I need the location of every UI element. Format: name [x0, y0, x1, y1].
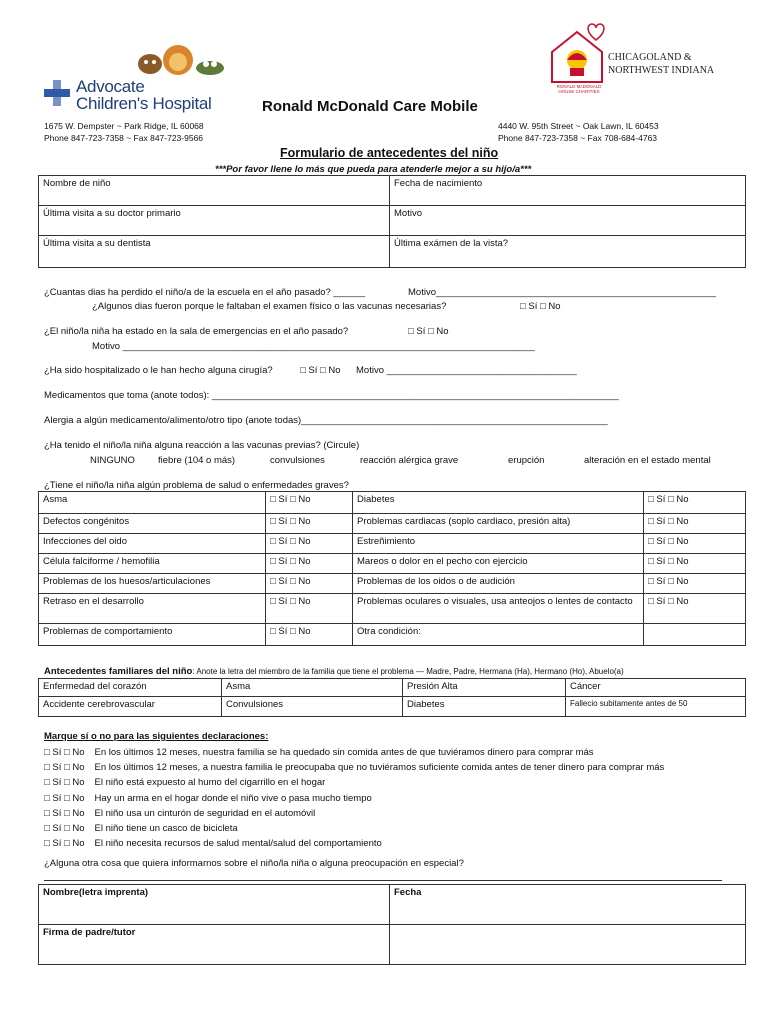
q-health-problems: ¿Tiene el niño/la niña algún problema de salud o enfermedades graves?	[44, 480, 349, 491]
printed-name-field[interactable]: Nombre(letra imprenta)	[39, 885, 390, 925]
reaction-option[interactable]: reacción alérgica grave	[360, 455, 459, 466]
condition-label: Célula falciforme / hemofilia	[39, 554, 266, 574]
condition-options[interactable]: □ Sí □ No	[266, 624, 353, 646]
address-left-2: Phone 847-723-7358 ~ Fax 847-723-9566	[44, 133, 204, 143]
table-row	[39, 679, 746, 697]
q-medications[interactable]: Medicamentos que toma (anote todos): _____________________________________________________________________________	[44, 390, 619, 401]
table-row	[39, 554, 746, 574]
list-item	[44, 836, 664, 851]
declaration-text: El niño está expuesto al humo del cigarrillo en el hogar	[94, 777, 326, 789]
condition-label: Problemas cardiacas (soplo cardiaco, presión alta)	[353, 514, 644, 534]
form-subtitle: Formulario de antecedentes del niño	[280, 146, 499, 160]
declaration-options[interactable]: □ Sí □ No	[44, 762, 85, 774]
signature-table	[38, 884, 746, 965]
condition-label: Mareos o dolor en el pecho con ejercicio	[353, 554, 644, 574]
condition-options[interactable]: □ Sí □ No	[266, 594, 353, 624]
family-history-table	[38, 678, 746, 717]
list-item	[44, 791, 664, 806]
doctor-reason-field[interactable]: Motivo	[390, 206, 746, 236]
q-allergies[interactable]: Alergia a algún medicamento/alimento/otro tipo (anote todas)__________________________________________________________	[44, 415, 608, 426]
table-row	[39, 534, 746, 554]
condition-options[interactable]: □ Sí □ No	[644, 594, 746, 624]
condition-options[interactable]: □ Sí □ No	[266, 514, 353, 534]
rmhc-line1: CHICAGOLAND &	[608, 52, 692, 63]
family-history-heading	[44, 666, 624, 677]
condition-label: Defectos congénitos	[39, 514, 266, 534]
declaration-options[interactable]: □ Sí □ No	[44, 807, 85, 819]
condition-options[interactable]: □ Sí □ No	[644, 492, 746, 514]
date-field[interactable]: Fecha	[390, 885, 746, 925]
declaration-options[interactable]: □ Sí □ No	[44, 823, 85, 835]
q-emergency-room: ¿El niño/la niña ha estado en la sala de emergencias en el año pasado?	[44, 326, 349, 337]
family-condition-field[interactable]: Fallecio subitamente antes de 50	[566, 697, 746, 717]
condition-label: Retraso en el desarrollo	[39, 594, 266, 624]
animal-illustration	[136, 44, 226, 76]
reaction-option[interactable]: erupción	[508, 455, 545, 466]
family-condition-field[interactable]: Enfermedad del corazón	[39, 679, 222, 697]
condition-label: Infecciones del oido	[39, 534, 266, 554]
list-item	[44, 760, 664, 775]
family-condition-field[interactable]: Convulsiones	[222, 697, 403, 717]
condition-label: Estreñimiento	[353, 534, 644, 554]
declaration-text: El niño tiene un casco de bicicleta	[94, 823, 238, 835]
declaration-options[interactable]: □ Sí □ No	[44, 747, 85, 758]
list-item	[44, 745, 664, 760]
condition-options	[644, 624, 746, 646]
condition-options[interactable]: □ Sí □ No	[644, 554, 746, 574]
q-other-concerns: ¿Alguna otra cosa que quiera informarnos sobre el niño/la niña o alguna preocupación en especial?	[44, 858, 464, 869]
list-item	[44, 821, 664, 836]
family-heading-bold: Antecedentes familiares del niño	[44, 666, 193, 677]
family-condition-field[interactable]: Cáncer	[566, 679, 746, 697]
family-condition-field[interactable]: Asma	[222, 679, 403, 697]
condition-label: Asma	[39, 492, 266, 514]
address-right-1: 4440 W. 95th Street ~ Oak Lawn, IL 60453	[498, 121, 659, 131]
page-title: Ronald McDonald Care Mobile	[262, 98, 478, 115]
address-right-2: Phone 847-723-7358 ~ Fax 708-684-4763	[498, 133, 658, 143]
rmhc-small-text: RONALD McDONALD HOUSE CHARITIES	[556, 84, 602, 94]
family-condition-field[interactable]: Diabetes	[403, 697, 566, 717]
q-vaccine-reaction: ¿Ha tenido el niño/la niña alguna reacción a las vacunas previas? (Circule)	[44, 440, 360, 451]
declaration-options[interactable]: □ Sí □ No	[44, 838, 85, 850]
condition-options[interactable]: □ Sí □ No	[266, 574, 353, 594]
child-name-field[interactable]: Nombre de niño	[39, 176, 390, 206]
logo-line1: Advocate	[76, 77, 145, 96]
rmhc-line2: NORTHWEST INDIANA	[608, 65, 715, 76]
declaration-text: En los últimos 12 meses, nuestra familia se ha quedado sin comida antes de que tuviéramos dinero para comprar más	[94, 747, 594, 758]
table-row	[39, 492, 746, 514]
child-info-table	[38, 175, 746, 268]
last-doctor-visit-field[interactable]: Última visita a su doctor primario	[39, 206, 390, 236]
q-school-motivo[interactable]: Motivo_____________________________________________________	[408, 287, 717, 298]
list-item	[44, 806, 664, 821]
declarations-heading: Marque sí o no para las siguientes declaraciones:	[44, 731, 269, 742]
rmhc-logo	[548, 22, 606, 94]
advocate-logo	[44, 76, 224, 116]
q-school-days[interactable]: ¿Cuantas dias ha perdido el niño/a de la escuela en el año pasado? ______	[44, 287, 366, 298]
condition-options[interactable]: □ Sí □ No	[266, 554, 353, 574]
condition-options[interactable]: □ Sí □ No	[644, 514, 746, 534]
q-exam-vaccines-options[interactable]: □ Sí □ No	[520, 301, 561, 312]
condition-options[interactable]: □ Sí □ No	[266, 492, 353, 514]
table-row	[39, 594, 746, 624]
cross-icon	[44, 80, 70, 106]
q-exam-vaccines: ¿Algunos dias fueron porque le faltaban el examen físico o las vacunas necesarias?	[92, 301, 447, 312]
declaration-text: Hay un arma en el hogar donde el niño vive o pasa mucho tiempo	[94, 792, 372, 804]
q-hospitalized: ¿Ha sido hospitalizado o le han hecho alguna cirugía?	[44, 365, 273, 376]
address-left-1: 1675 W. Dempster ~ Park Ridge, IL 60068	[44, 121, 204, 131]
condition-label: Problemas de los huesos/articulaciones	[39, 574, 266, 594]
table-row	[39, 624, 746, 646]
list-item	[44, 775, 664, 790]
logo-line2: Children's Hospital	[76, 94, 212, 113]
birthdate-field[interactable]: Fecha de nacimiento	[390, 176, 746, 206]
signature-blank-cell[interactable]	[390, 925, 746, 965]
last-dentist-visit-field[interactable]: Última visita a su dentista	[39, 236, 390, 268]
declaration-text: El niño necesita recursos de salud mental/salud del comportamiento	[94, 838, 382, 850]
reaction-option[interactable]: alteración en el estado mental	[584, 455, 711, 466]
parent-signature-field[interactable]: Firma de padre/tutor	[39, 925, 390, 965]
other-condition-field[interactable]: Otra condición:	[353, 624, 644, 646]
conditions-table	[38, 491, 746, 646]
condition-label: Problemas de los oidos o de audición	[353, 574, 644, 594]
family-heading-rest: : Anote la letra del miembro de la familia que tiene el problema — Madre, Padre, Hermana (Ha), Hermano (Ho), Abuelo(a)	[192, 667, 624, 676]
q-emergency-room-options[interactable]: □ Sí □ No	[408, 326, 449, 337]
family-condition-field[interactable]: Accidente cerebrovascular	[39, 697, 222, 717]
condition-label: Diabetes	[353, 492, 644, 514]
concerns-answer-line[interactable]	[44, 880, 722, 881]
q-hospitalized-options[interactable]: □ Sí □ No	[300, 365, 341, 376]
reaction-option[interactable]: fiebre (104 o más)	[158, 455, 236, 466]
declaration-text: El niño usa un cinturón de seguridad en el automóvil	[94, 807, 316, 819]
reaction-option[interactable]: NINGUNO	[90, 455, 135, 466]
declaration-text: En los últimos 12 meses, a nuestra familia le preocupaba que no tuviéramos suficiente comida antes de tener dinero para comprar más	[94, 762, 665, 774]
last-eye-exam-field[interactable]: Última exámen de la vista?	[390, 236, 746, 268]
declaration-options[interactable]: □ Sí □ No	[44, 792, 85, 804]
table-row	[39, 574, 746, 594]
family-condition-field[interactable]: Presión Alta	[403, 679, 566, 697]
instruction: ***Por favor llene lo más que pueda para atenderle mejor a su hijo/a***	[215, 164, 532, 175]
condition-label: Problemas de comportamiento	[39, 624, 266, 646]
q-hospitalized-motivo[interactable]: Motivo ____________________________________	[356, 365, 577, 376]
condition-options[interactable]: □ Sí □ No	[644, 534, 746, 554]
declaration-options[interactable]: □ Sí □ No	[44, 777, 85, 789]
table-row	[39, 697, 746, 717]
reaction-option[interactable]: convulsiones	[270, 455, 325, 466]
table-row	[39, 514, 746, 534]
declarations-list	[44, 745, 664, 851]
q-emergency-motivo[interactable]: Motivo ______________________________________________________________________________	[92, 341, 535, 352]
condition-options[interactable]: □ Sí □ No	[644, 574, 746, 594]
condition-label: Problemas oculares o visuales, usa anteojos o lentes de contacto	[353, 594, 644, 624]
condition-options[interactable]: □ Sí □ No	[266, 534, 353, 554]
